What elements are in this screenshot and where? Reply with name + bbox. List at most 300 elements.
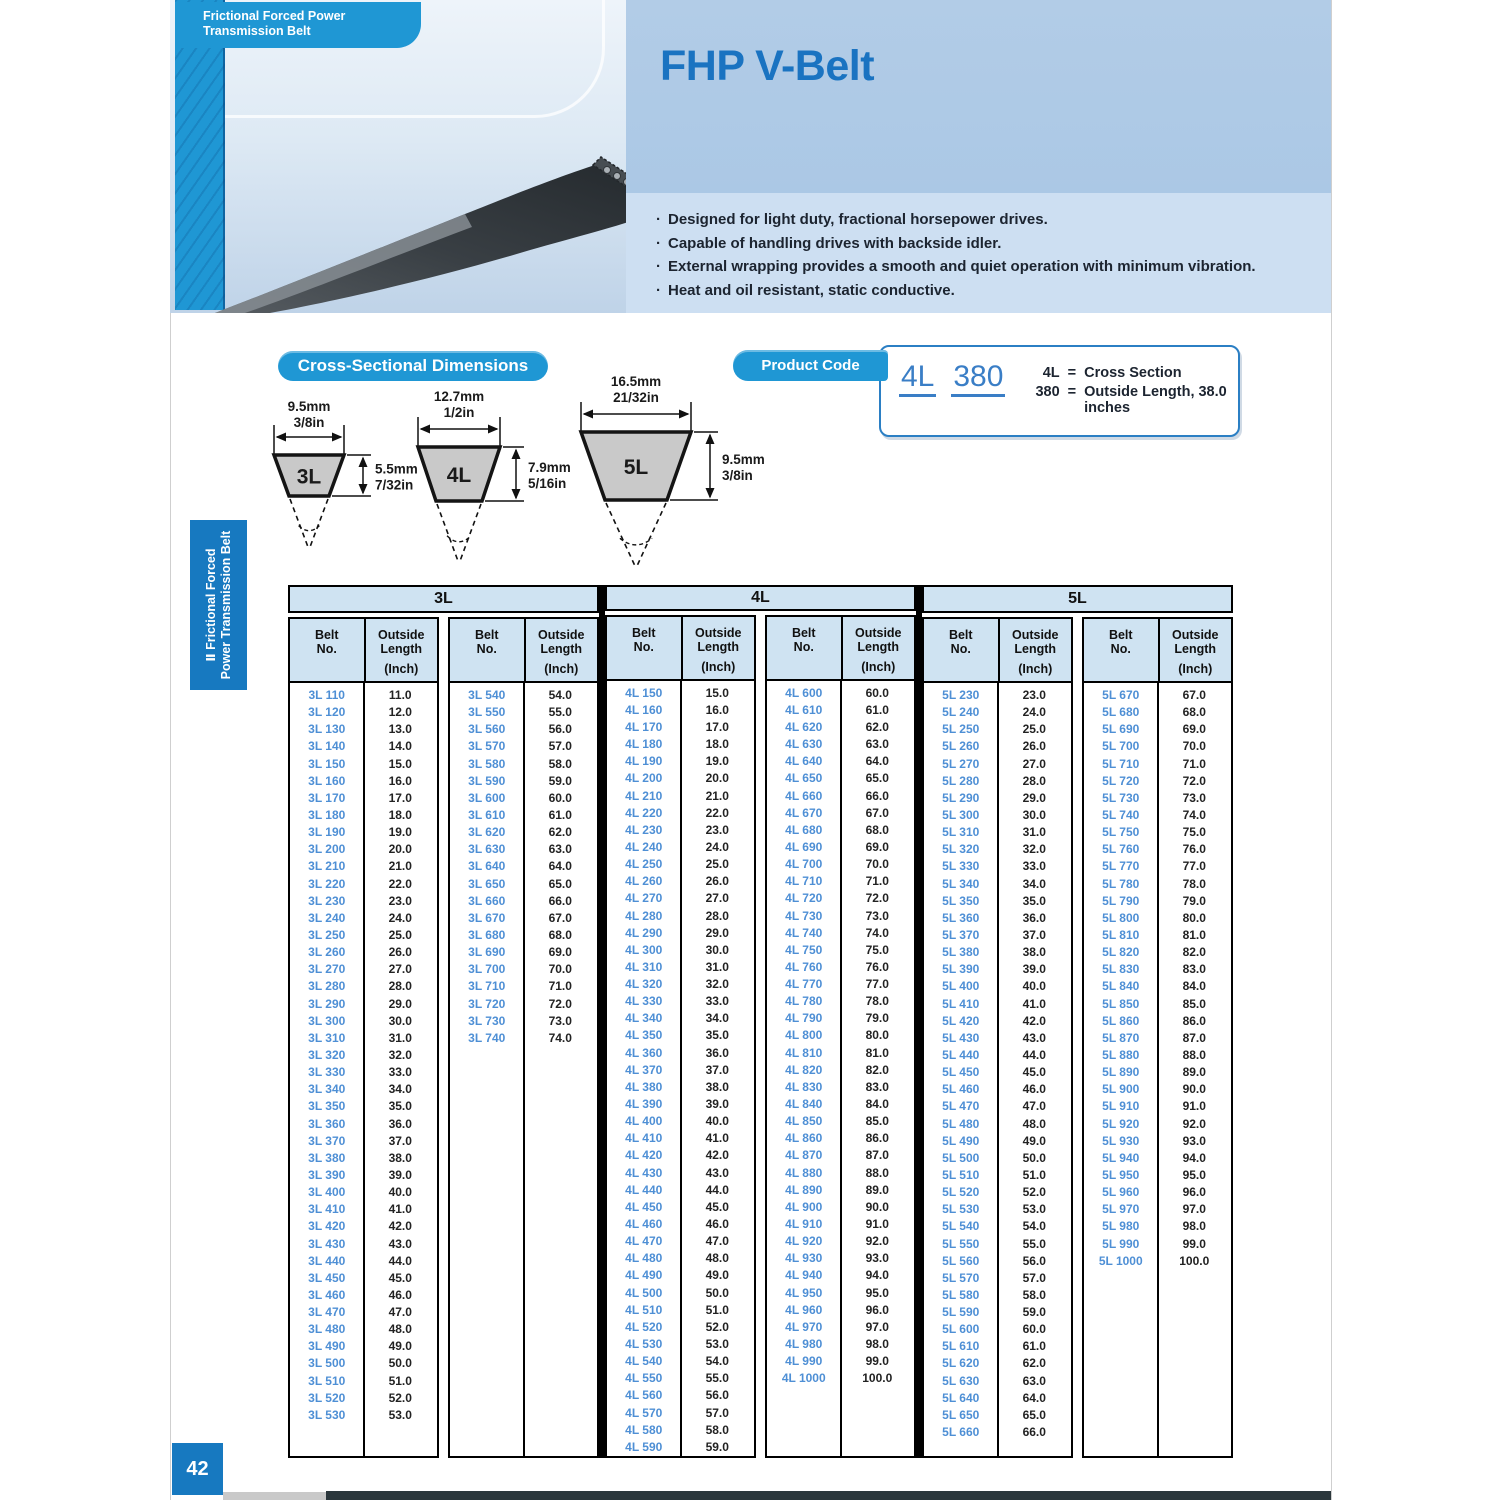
belt-no-cell: 5L 610 — [942, 1339, 980, 1354]
sidebar-label-line1: Ⅱ Frictional Forced — [203, 548, 218, 662]
belt-no-cell: 4L 320 — [625, 977, 663, 992]
length-cell: 20.0 — [388, 842, 412, 857]
group-columns — [288, 617, 599, 1458]
length-cell: 39.0 — [705, 1097, 729, 1112]
length-cell: 68.0 — [548, 927, 572, 942]
belt-no-cell: 4L 950 — [785, 1285, 823, 1300]
belt-no-cell: 4L 610 — [785, 702, 823, 717]
unit-label: (Inch) — [701, 659, 736, 674]
belt-no-cell: 4L 370 — [625, 1062, 663, 1077]
belt-no-cell: 4L 700 — [785, 857, 823, 872]
belt-no-cell: 5L 680 — [1102, 705, 1140, 720]
length-cell: 83.0 — [865, 1079, 889, 1094]
length-cell: 71.0 — [1182, 756, 1206, 771]
belt-no-cell: 5L 980 — [1102, 1219, 1140, 1234]
belt-no-cell: 4L 520 — [625, 1319, 663, 1334]
belt-no-cell: 4L 180 — [625, 737, 663, 752]
column-pair — [448, 617, 599, 1458]
length-cell: 65.0 — [865, 771, 889, 786]
length-cell: 52.0 — [705, 1319, 729, 1334]
belt-no-cell: 4L 650 — [785, 771, 823, 786]
length-cell: 74.0 — [548, 1030, 572, 1045]
header-line: No. — [950, 642, 971, 656]
belt-no-cell: 5L 820 — [1102, 945, 1140, 960]
length-cell: 21.0 — [705, 788, 729, 803]
belt-no-cell: 3L 690 — [468, 945, 506, 960]
belt-profile-diagram — [546, 366, 784, 574]
belt-no-cell: 4L 970 — [785, 1319, 823, 1334]
length-cell: 79.0 — [865, 1011, 889, 1026]
length-cell: 16.0 — [388, 773, 412, 788]
length-cell: 62.0 — [1022, 1356, 1046, 1371]
length-cell: 69.0 — [865, 839, 889, 854]
length-cell: 94.0 — [865, 1268, 889, 1283]
header-line: No. — [633, 639, 654, 654]
group-columns — [922, 617, 1233, 1458]
belt-no-cell: 3L 450 — [308, 1270, 346, 1285]
belt-no-cell: 3L 380 — [308, 1150, 346, 1165]
length-cell: 30.0 — [388, 1013, 412, 1028]
length-cell: 72.0 — [1182, 773, 1206, 788]
belt-no-cell: 5L 550 — [942, 1236, 980, 1251]
belt-no-cell: 3L 590 — [468, 773, 506, 788]
length-cell: 54.0 — [548, 688, 572, 702]
belt-no-cell: 4L 790 — [785, 1011, 823, 1026]
svg-text:5L: 5L — [623, 456, 649, 479]
belt-no-cell: 5L 510 — [942, 1167, 980, 1182]
length-cell: 33.0 — [388, 1065, 412, 1080]
length-cell: 48.0 — [705, 1251, 729, 1266]
length-cell: 51.0 — [705, 1302, 729, 1317]
belt-no-cell: 4L 290 — [625, 925, 663, 940]
sidebar-tab — [190, 520, 247, 690]
length-cell: 69.0 — [1182, 722, 1206, 737]
belt-no-cell: 5L 890 — [1102, 1065, 1140, 1080]
belt-no-cell: 3L 630 — [468, 842, 506, 857]
belt-no-cell: 5L 430 — [942, 1030, 980, 1045]
length-cell: 64.0 — [548, 859, 572, 874]
header-line: Belt — [474, 628, 499, 642]
length-cell: 44.0 — [705, 1182, 729, 1197]
belt-no-cell: 3L 440 — [308, 1253, 346, 1268]
belt-no-cell: 3L 110 — [308, 688, 345, 702]
sidebar-label — [190, 520, 247, 690]
column-pair — [605, 615, 756, 1458]
belt-no-cell: 5L 880 — [1102, 1047, 1140, 1062]
length-cell: 100.0 — [862, 1371, 893, 1386]
length-cell: 63.0 — [548, 842, 572, 857]
length-cell: 84.0 — [865, 1097, 889, 1112]
length-cell: 59.0 — [705, 1439, 729, 1454]
belt-no-cell: 3L 730 — [468, 1013, 506, 1028]
note-desc: Cross Section — [1084, 365, 1182, 381]
belt-no-cell: 4L 670 — [785, 805, 823, 820]
belt-no-cell: 5L 280 — [942, 773, 980, 788]
belt-no-cell: 3L 460 — [308, 1287, 346, 1302]
belt-no-cell: 5L 900 — [1102, 1082, 1140, 1097]
belt-no-cell: 5L 670 — [1102, 688, 1140, 702]
length-cell: 36.0 — [705, 1045, 729, 1060]
length-cell: 22.0 — [388, 876, 412, 891]
belt-no-cell: 5L 970 — [1102, 1202, 1140, 1217]
length-cell: 53.0 — [1022, 1202, 1046, 1217]
length-cell: 95.0 — [1182, 1167, 1206, 1182]
belt-no-cell: 3L 210 — [308, 859, 346, 874]
length-cell: 27.0 — [388, 962, 412, 977]
belt-no-cell: 5L 940 — [1102, 1150, 1140, 1165]
belt-no-cell: 3L 720 — [468, 996, 506, 1011]
belt-no-cell: 3L 550 — [468, 705, 506, 720]
length-cell: 39.0 — [388, 1167, 412, 1182]
header-line: Belt — [314, 628, 339, 642]
belt-no-cell: 4L 200 — [625, 771, 663, 786]
length-cell: 79.0 — [1182, 893, 1206, 908]
length-cell: 58.0 — [548, 756, 572, 771]
belt-no-cell: 4L 710 — [785, 874, 823, 889]
length-cell: 45.0 — [705, 1199, 729, 1214]
belt-no-cell: 4L 850 — [785, 1114, 823, 1129]
length-cell: 78.0 — [1182, 876, 1206, 891]
length-cell: 48.0 — [388, 1322, 412, 1337]
length-cell: 54.0 — [705, 1354, 729, 1369]
length-cell: 49.0 — [388, 1339, 412, 1354]
belt-no-cell: 4L 800 — [785, 1028, 823, 1043]
length-cell: 29.0 — [388, 996, 412, 1011]
belt-no-cell: 4L 910 — [785, 1217, 823, 1232]
belt-no-cell: 4L 230 — [625, 822, 663, 837]
belt-no-cell: 4L 880 — [785, 1165, 823, 1180]
svg-text:5/16in: 5/16in — [528, 476, 567, 491]
length-cell: 88.0 — [865, 1165, 889, 1180]
length-cell: 72.0 — [548, 996, 572, 1011]
page-edge-right — [1331, 0, 1332, 1500]
svg-text:1/2in: 1/2in — [443, 405, 475, 420]
belt-no-cell: 3L 420 — [308, 1219, 346, 1234]
length-cell: 42.0 — [1022, 1013, 1046, 1028]
length-cell: 34.0 — [1022, 876, 1046, 891]
belt-no-cell: 4L 430 — [625, 1165, 663, 1180]
unit-label: (Inch) — [1178, 662, 1213, 676]
belt-no-cell: 4L 810 — [785, 1045, 823, 1060]
length-cell: 18.0 — [705, 737, 729, 752]
belt-no-cell: 4L 550 — [625, 1371, 663, 1386]
belt-no-header — [924, 619, 998, 681]
unit-label: (Inch) — [384, 662, 419, 676]
header-line: Outside — [694, 625, 742, 640]
length-cell: 37.0 — [388, 1133, 412, 1148]
length-cell: 19.0 — [388, 825, 412, 840]
length-cell: 35.0 — [705, 1028, 729, 1043]
belt-no-cell: 5L 390 — [942, 962, 980, 977]
belt-no-cell: 3L 740 — [468, 1030, 506, 1045]
group-header: 5L — [922, 585, 1233, 613]
belt-no-cell: 5L 340 — [942, 876, 980, 891]
outside-length-header — [841, 617, 915, 679]
belt-no-cell: 5L 620 — [942, 1356, 980, 1371]
length-cell: 55.0 — [548, 705, 572, 720]
belt-no-cell: 3L 510 — [308, 1373, 346, 1388]
length-cell: 50.0 — [705, 1285, 729, 1300]
belt-no-cell: 5L 630 — [942, 1373, 980, 1388]
belt-no-cell: 3L 310 — [308, 1030, 346, 1045]
column-data — [607, 681, 754, 1456]
belt-no-cell: 5L 870 — [1102, 1030, 1140, 1045]
belt-no-cell: 5L 580 — [942, 1287, 980, 1302]
svg-text:9.5mm: 9.5mm — [722, 452, 765, 467]
belt-no-cell: 4L 380 — [625, 1079, 663, 1094]
length-cell: 41.0 — [705, 1131, 729, 1146]
length-cell: 47.0 — [705, 1234, 729, 1249]
length-cell: 43.0 — [1022, 1030, 1046, 1045]
belt-no-cell: 3L 480 — [308, 1322, 346, 1337]
belt-no-cell: 5L 640 — [942, 1390, 980, 1405]
length-cell: 31.0 — [388, 1030, 412, 1045]
svg-text:7/32in: 7/32in — [375, 477, 414, 493]
svg-text:12.7mm: 12.7mm — [433, 389, 485, 404]
belt-no-cell: 4L 580 — [625, 1422, 663, 1437]
length-cell: 46.0 — [1022, 1082, 1046, 1097]
belt-no-cell: 4L 690 — [785, 839, 823, 854]
length-cell: 81.0 — [865, 1045, 889, 1060]
belt-no-cell: 3L 570 — [468, 739, 506, 754]
length-cell: 68.0 — [1182, 705, 1206, 720]
belt-no-header — [607, 617, 681, 679]
belt-no-cell: 5L 380 — [942, 945, 980, 960]
belt-no-cell: 3L 500 — [308, 1356, 346, 1371]
belt-no-cell: 5L 240 — [942, 705, 980, 720]
belt-no-cell: 3L 400 — [308, 1185, 346, 1200]
length-cell: 50.0 — [1022, 1150, 1046, 1165]
belt-no-cell: 4L 720 — [785, 891, 823, 906]
belt-no-cell: 5L 320 — [942, 842, 980, 857]
length-cell: 39.0 — [1022, 962, 1046, 977]
length-cell: 88.0 — [1182, 1047, 1206, 1062]
length-cell: 62.0 — [548, 825, 572, 840]
length-cell: 11.0 — [388, 688, 412, 702]
length-cell: 48.0 — [1022, 1116, 1046, 1131]
length-cell: 53.0 — [388, 1407, 412, 1422]
belt-no-cell: 3L 600 — [468, 790, 506, 805]
belt-no-cell: 5L 960 — [1102, 1185, 1140, 1200]
length-cell: 45.0 — [388, 1270, 412, 1285]
belt-no-cell: 3L 200 — [308, 842, 346, 857]
belt-no-cell: 5L 270 — [942, 756, 980, 771]
length-cell: 24.0 — [388, 910, 412, 925]
belt-no-cell: 3L 670 — [468, 910, 506, 925]
svg-text:3/8in: 3/8in — [722, 468, 753, 483]
belt-no-cell: 5L 540 — [942, 1219, 980, 1234]
header-line: Length — [1174, 642, 1217, 656]
belt-no-cell: 3L 530 — [308, 1407, 346, 1422]
length-cell: 99.0 — [1182, 1236, 1206, 1251]
belt-no-cell: 3L 660 — [468, 893, 506, 908]
length-cell: 53.0 — [705, 1337, 729, 1352]
belt-no-cell: 5L 800 — [1102, 910, 1140, 925]
belt-no-cell: 3L 610 — [468, 807, 506, 822]
belt-no-cell: 4L 640 — [785, 754, 823, 769]
belt-no-cell: 5L 920 — [1102, 1116, 1140, 1131]
length-cell: 20.0 — [705, 771, 729, 786]
belt-no-cell: 4L 570 — [625, 1405, 663, 1420]
belt-no-cell: 5L 300 — [942, 807, 980, 822]
belt-no-cell: 3L 240 — [308, 910, 346, 925]
belt-no-cell: 3L 620 — [468, 825, 506, 840]
length-cell: 49.0 — [705, 1268, 729, 1283]
belt-no-cell: 3L 430 — [308, 1236, 346, 1251]
length-cell: 96.0 — [865, 1302, 889, 1317]
length-cell: 31.0 — [705, 959, 729, 974]
belt-no-cell: 4L 160 — [625, 702, 663, 717]
note-token: 4L — [1042, 365, 1060, 381]
belt-no-cell: 3L 320 — [308, 1047, 346, 1062]
belt-no-cell: 4L 170 — [625, 719, 663, 734]
belt-no-cell: 4L 260 — [625, 874, 663, 889]
belt-no-cell: 4L 840 — [785, 1097, 823, 1112]
belt-no-cell: 5L 490 — [942, 1133, 980, 1148]
length-cell: 49.0 — [1022, 1133, 1046, 1148]
length-cell: 91.0 — [1182, 1099, 1206, 1114]
belt-no-cell: 5L 460 — [942, 1082, 980, 1097]
length-cell: 23.0 — [388, 893, 412, 908]
belt-no-cell: 5L 730 — [1102, 790, 1140, 805]
length-cell: 29.0 — [705, 925, 729, 940]
length-cell: 43.0 — [705, 1165, 729, 1180]
belt-no-cell: 3L 560 — [468, 722, 506, 737]
length-cell: 14.0 — [388, 739, 412, 754]
belt-no-cell: 5L 760 — [1102, 842, 1140, 857]
length-cell: 62.0 — [865, 719, 889, 734]
belt-no-cell: 5L 780 — [1102, 876, 1140, 891]
belt-no-cell: 3L 680 — [468, 927, 506, 942]
header-line: Length — [380, 642, 423, 656]
length-cell: 57.0 — [705, 1405, 729, 1420]
svg-text:7.9mm: 7.9mm — [528, 460, 571, 475]
belt-no-cell: 5L 310 — [942, 825, 980, 840]
length-cell: 25.0 — [388, 927, 412, 942]
length-cell: 76.0 — [1182, 842, 1206, 857]
column-divider — [997, 683, 999, 1456]
length-cell: 70.0 — [548, 962, 572, 977]
length-cell: 66.0 — [548, 893, 572, 908]
length-cell: 23.0 — [705, 822, 729, 837]
belt-no-cell: 4L 490 — [625, 1268, 663, 1283]
product-code-value — [899, 361, 1005, 397]
length-cell: 23.0 — [1022, 688, 1046, 702]
svg-text:3L: 3L — [296, 465, 322, 489]
belt-no-cell: 4L 900 — [785, 1199, 823, 1214]
belt-table — [288, 585, 1233, 1458]
length-cell: 28.0 — [1022, 773, 1046, 788]
length-cell: 97.0 — [1182, 1202, 1206, 1217]
belt-no-cell: 5L 840 — [1102, 979, 1140, 994]
length-cell: 64.0 — [865, 754, 889, 769]
belt-no-cell: 3L 260 — [308, 945, 346, 960]
length-cell: 55.0 — [1022, 1236, 1046, 1251]
outside-length-header — [998, 619, 1072, 681]
length-cell: 24.0 — [1022, 705, 1046, 720]
length-cell: 98.0 — [1182, 1219, 1206, 1234]
length-cell: 83.0 — [1182, 962, 1206, 977]
belt-no-cell: 5L 650 — [942, 1407, 980, 1422]
length-cell: 95.0 — [865, 1285, 889, 1300]
outside-length-header — [681, 617, 755, 679]
length-cell: 36.0 — [388, 1116, 412, 1131]
length-cell: 60.0 — [548, 790, 572, 805]
belt-no-cell: 5L 790 — [1102, 893, 1140, 908]
length-cell: 75.0 — [865, 942, 889, 957]
svg-text:5.5mm: 5.5mm — [375, 461, 418, 477]
length-cell: 33.0 — [705, 994, 729, 1009]
belt-no-cell: 5L 850 — [1102, 996, 1140, 1011]
page-number-badge: 42 — [172, 1443, 223, 1495]
belt-no-cell: 3L 330 — [308, 1065, 346, 1080]
belt-no-cell: 4L 980 — [785, 1337, 823, 1352]
length-cell: 12.0 — [388, 705, 412, 720]
length-cell: 34.0 — [705, 1011, 729, 1026]
length-cell: 66.0 — [1022, 1425, 1046, 1440]
product-code-box — [879, 345, 1240, 437]
length-cell: 52.0 — [1022, 1185, 1046, 1200]
note-equals: = — [1067, 365, 1077, 381]
length-cell: 38.0 — [705, 1079, 729, 1094]
belt-no-cell: 5L 990 — [1102, 1236, 1140, 1251]
belt-no-cell: 3L 170 — [308, 790, 346, 805]
length-cell: 76.0 — [865, 959, 889, 974]
table-group-4L — [605, 585, 916, 1458]
belt-no-cell: 4L 510 — [625, 1302, 663, 1317]
length-cell: 69.0 — [548, 945, 572, 960]
unit-label: (Inch) — [861, 659, 896, 674]
belt-no-cell: 3L 270 — [308, 962, 346, 977]
belt-no-cell: 4L 330 — [625, 994, 663, 1009]
feature-bullet: · Designed for light duty, fractional horsepower drives. — [656, 208, 1313, 232]
length-cell: 87.0 — [1182, 1030, 1206, 1045]
belt-no-cell: 4L 470 — [625, 1234, 663, 1249]
belt-no-cell: 5L 570 — [942, 1270, 980, 1285]
note-desc: Outside Length, 38.0 inches — [1084, 384, 1227, 416]
belt-no-cell: 4L 760 — [785, 959, 823, 974]
length-cell: 22.0 — [705, 805, 729, 820]
belt-no-header — [767, 617, 841, 679]
belt-no-cell: 4L 740 — [785, 925, 823, 940]
length-cell: 93.0 — [1182, 1133, 1206, 1148]
belt-no-cell: 5L 370 — [942, 927, 980, 942]
column-divider — [1157, 683, 1159, 1456]
column-data — [1084, 683, 1231, 1456]
length-cell: 41.0 — [1022, 996, 1046, 1011]
banner-line2: Transmission Belt — [203, 24, 311, 38]
header-line: Belt — [631, 625, 656, 640]
belt-no-cell: 5L 440 — [942, 1047, 980, 1062]
table-group-5L — [922, 585, 1233, 1458]
length-cell: 47.0 — [1022, 1099, 1046, 1114]
length-cell: 60.0 — [865, 685, 889, 700]
length-cell: 15.0 — [388, 756, 412, 771]
outside-length-header — [364, 619, 438, 681]
length-cell: 70.0 — [1182, 739, 1206, 754]
note-equals: = — [1067, 384, 1077, 400]
length-cell: 40.0 — [1022, 979, 1046, 994]
belt-no-cell: 4L 530 — [625, 1337, 663, 1352]
length-cell: 13.0 — [388, 722, 412, 737]
feature-bullet: · Capable of handling drives with backside idler. — [656, 232, 1313, 256]
length-cell: 71.0 — [865, 874, 889, 889]
length-cell: 67.0 — [1182, 688, 1206, 702]
length-cell: 61.0 — [1022, 1339, 1046, 1354]
length-cell: 67.0 — [865, 805, 889, 820]
belt-no-cell: 5L 260 — [942, 739, 980, 754]
length-cell: 59.0 — [1022, 1305, 1046, 1320]
